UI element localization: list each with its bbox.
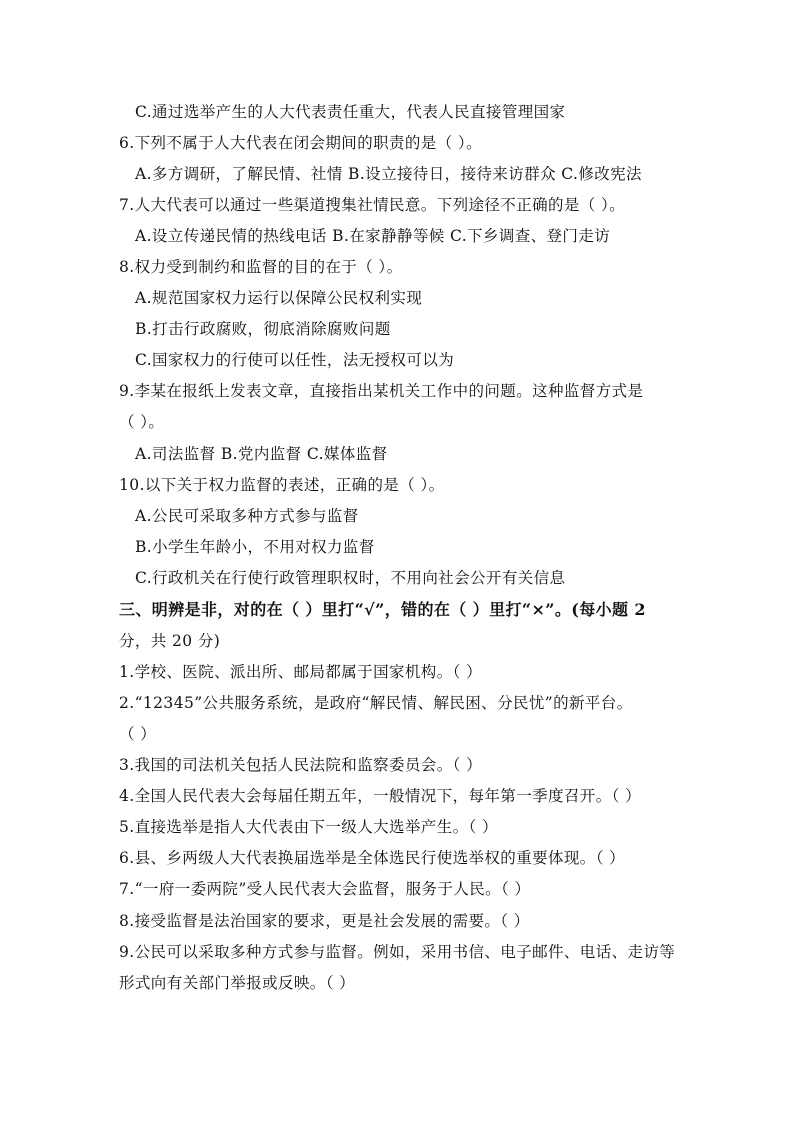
tf-item-9-cont: 形式向有关部门举报或反映。（ ） (119, 974, 356, 992)
tf-item-4: 4.全国人民代表大会每届任期五年，一般情况下，每年第一季度召开。（ ） (119, 787, 641, 805)
tf-item-1: 1.学校、医院、派出所、邮局都属于国家机构。（ ） (119, 663, 482, 681)
q8-option-c: C.国家权力的行使可以任性，法无授权可以为 (135, 351, 455, 369)
q6-question: 6.下列不属于人大代表在闭会期间的职责的是（ ）。 (119, 134, 482, 152)
tf-item-8: 8.接受监督是法治国家的要求，更是社会发展的需要。（ ） (119, 912, 530, 930)
q8-option-b: B.打击行政腐败，彻底消除腐败问题 (135, 320, 391, 338)
q5-option-c: C.通过选举产生的人大代表责任重大，代表人民直接管理国家 (135, 103, 566, 121)
tf-item-2: 2.“12345”公共服务系统，是政府“解民情、解民困、分民忧”的新平台。 (119, 694, 633, 712)
tf-item-5: 5.直接选举是指人大代表由下一级人大选举产生。（ ） (119, 818, 498, 836)
section-three-heading-cont: 分，共 20 分) (119, 632, 221, 650)
tf-item-7: 7.“一府一委两院”受人民代表大会监督，服务于人民。（ ） (119, 880, 531, 898)
q9-question: 9.李某在报纸上发表文章，直接指出某机关工作中的问题。这种监督方式是 (119, 382, 644, 400)
q10-option-a: A.公民可采取多种方式参与监督 (135, 507, 359, 525)
q9-question-cont: （ ）。 (119, 413, 165, 431)
tf-item-6: 6.县、乡两级人大代表换届选举是全体选民行使选举权的重要体现。（ ） (119, 849, 626, 867)
q10-option-c: C.行政机关在行使行政管理职权时，不用向社会公开有关信息 (135, 569, 566, 587)
tf-item-3: 3.我国的司法机关包括人民法院和监察委员会。（ ） (119, 756, 482, 774)
q7-options: A.设立传递民情的热线电话 B.在家静静等候 C.下乡调查、登门走访 (135, 227, 611, 245)
q10-option-b: B.小学生年龄小，不用对权力监督 (135, 538, 375, 556)
q7-question: 7.人大代表可以通过一些渠道搜集社情民意。下列途径不正确的是（ ）。 (119, 196, 626, 214)
tf-item-2-cont: （ ） (119, 725, 157, 743)
tf-item-9: 9.公民可以采取多种方式参与监督。例如，采用书信、电子邮件、电话、走访等 (119, 943, 676, 961)
q9-options: A.司法监督 B.党内监督 C.媒体监督 (135, 445, 388, 463)
q8-question: 8.权力受到制约和监督的目的在于（ ）。 (119, 258, 403, 276)
section-three-heading: 三、明辨是非，对的在（ ）里打“√”，错的在（ ）里打“×”。(每小题 2 (119, 600, 646, 619)
q10-question: 10.以下关于权力监督的表述，正确的是（ ）。 (119, 476, 445, 494)
q8-option-a: A.规范国家权力运行以保障公民权利实现 (135, 289, 423, 307)
q6-options: A.多方调研，了解民情、社情 B.设立接待日，接待来访群众 C.修改宪法 (135, 165, 642, 183)
